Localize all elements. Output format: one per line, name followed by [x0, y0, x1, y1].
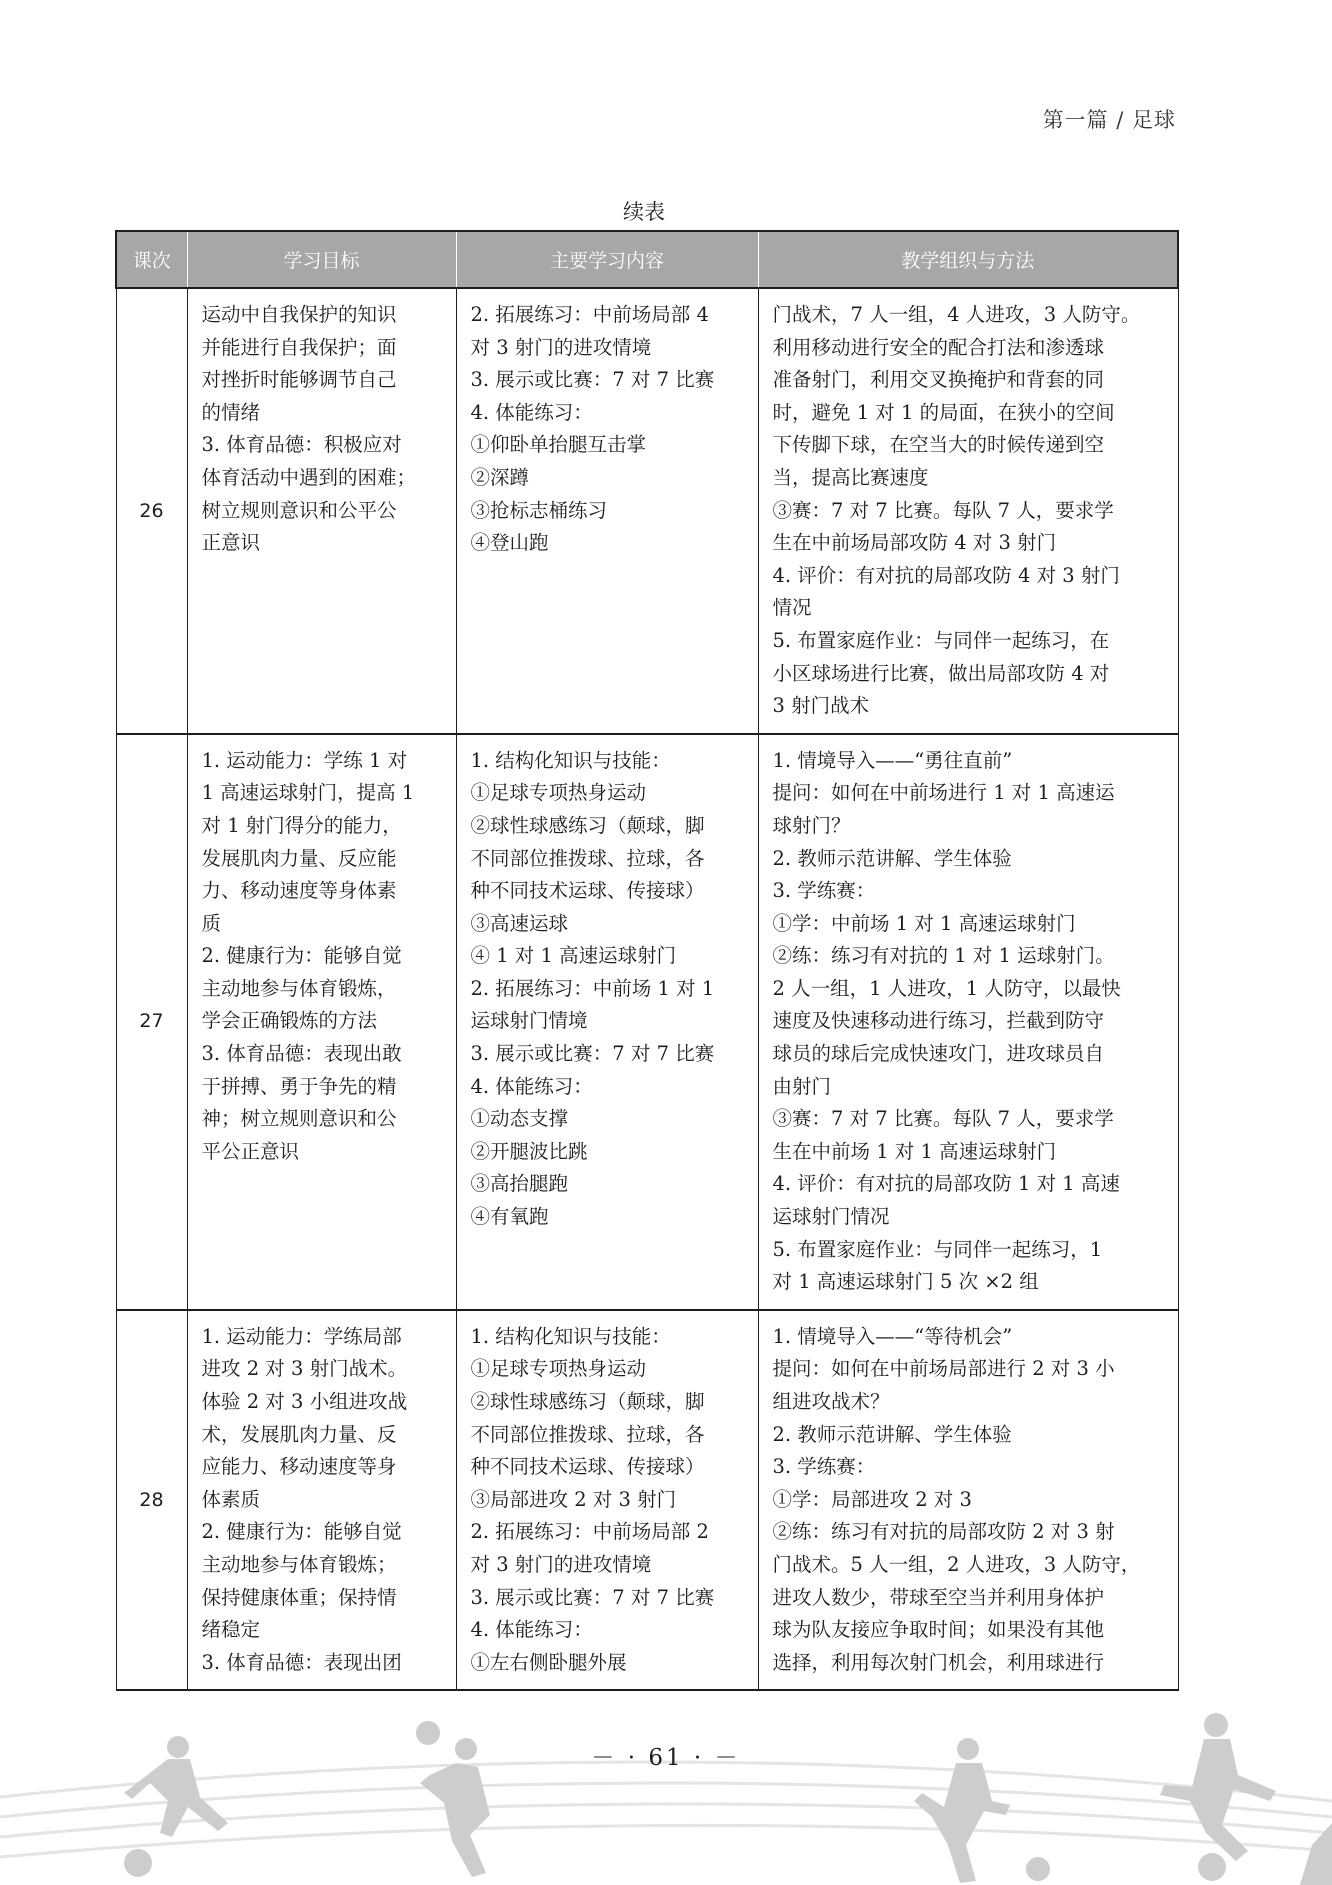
methods-line: 速度及快速移动进行练习，拦截到防守: [772, 1009, 1105, 1033]
goals-line: 于拼搏、勇于争先的精: [201, 1074, 397, 1098]
goals-line: 的情绪: [201, 400, 261, 424]
goals-line: 保持健康体重；保持情: [201, 1585, 397, 1609]
table-header-row: [116, 231, 1178, 288]
content-cell: [456, 734, 758, 1310]
content-line: 对 3 射门的进攻情境: [470, 1552, 652, 1576]
content-line: 1. 结构化知识与技能：: [470, 1324, 671, 1348]
content-line: 种不同技术运球、传接球）: [470, 879, 705, 903]
methods-line: 时，避免 1 对 1 的局面，在狭小的空间: [772, 400, 1115, 424]
content-line: 3. 展示或比赛：7 对 7 比赛: [470, 1585, 715, 1609]
methods-line: 对 1 高速运球射门 5 次 ×2 组: [772, 1270, 1039, 1294]
running-header: 第一篇 / 足球: [1042, 108, 1176, 132]
content-line: 不同部位推拨球、拉球，各: [470, 1422, 705, 1446]
content-line: ④登山跑: [470, 531, 549, 555]
column-header-content: 主要学习内容: [456, 231, 758, 288]
goals-line: 平公正意识: [201, 1139, 300, 1163]
content-line: 3. 展示或比赛：7 对 7 比赛: [470, 1042, 715, 1066]
goals-line: 树立规则意识和公平公: [201, 498, 397, 522]
methods-line: 1. 情境导入——“勇往直前”: [772, 748, 1013, 772]
content-line: ②深蹲: [470, 465, 530, 489]
goals-line: 应能力、移动速度等身: [201, 1455, 397, 1479]
goals-line: 运动中自我保护的知识: [201, 303, 397, 326]
table-body: [116, 288, 1178, 1690]
methods-line: 3 射门战术: [772, 694, 870, 718]
content-line: ①足球专项热身运动: [470, 1357, 647, 1381]
content-line: 4. 体能练习：: [470, 1074, 593, 1098]
table-row: [116, 288, 1178, 734]
methods-line: 组进攻战术？: [772, 1390, 890, 1413]
goals-line: 主动地参与体育锻炼，: [201, 976, 397, 1000]
goals-line: 体素质: [201, 1487, 261, 1511]
methods-line: 5. 布置家庭作业：与同伴一起练习，1: [772, 1237, 1103, 1261]
content-line: ①左右侧卧腿外展: [470, 1650, 627, 1674]
content-cell: [456, 288, 758, 734]
goals-line: 1. 运动能力：学练局部: [201, 1324, 402, 1348]
methods-line: ②练：练习有对抗的 1 对 1 运球射门。: [772, 944, 1115, 968]
table-caption: 续表: [623, 200, 665, 224]
goals-line: 发展肌肉力量、反应能: [201, 846, 397, 870]
methods-line: 5. 布置家庭作业：与同伴一起练习，在: [772, 628, 1110, 652]
methods-line: 运球射门情况: [772, 1205, 890, 1229]
content-cell: [456, 1310, 758, 1691]
goals-line: 力、移动速度等身体素: [201, 879, 397, 903]
content-line: ③抢标志桶练习: [470, 498, 608, 522]
methods-line: 门战术。5 人一组，2 人进攻，3 人防守，: [772, 1552, 1141, 1576]
goals-line: 对 1 射门得分的能力，: [201, 813, 402, 837]
content-line: ③局部进攻 2 对 3 射门: [470, 1487, 677, 1511]
lesson-number-cell: 27: [116, 734, 187, 1310]
goals-line: 3. 体育品德：积极应对: [201, 433, 402, 457]
content-line: ①动态支撑: [470, 1107, 569, 1131]
methods-line: 1. 情境导入——“等待机会”: [772, 1324, 1013, 1348]
content-line: ④有氧跑: [470, 1205, 549, 1229]
table-row: [116, 734, 1178, 1310]
content-line: ②球性球感练习（颠球，脚: [470, 813, 705, 837]
content-line: 2. 拓展练习：中前场 1 对 1: [470, 976, 715, 1000]
content-line: ④ 1 对 1 高速运球射门: [470, 944, 677, 968]
lesson-number-cell: 26: [116, 288, 187, 734]
methods-line: 球射门？: [772, 813, 851, 837]
table-row: [116, 1310, 1178, 1691]
content-line: ①足球专项热身运动: [470, 781, 647, 805]
goals-line: 神；树立规则意识和公: [201, 1107, 397, 1131]
column-header-lesson: 课次: [116, 231, 187, 288]
content-line: 4. 体能练习：: [470, 400, 593, 424]
methods-line: 4. 评价：有对抗的局部攻防 4 对 3 射门: [772, 563, 1120, 587]
methods-line: ③赛：7 对 7 比赛。每队 7 人，要求学: [772, 1107, 1114, 1131]
goals-line: 体验 2 对 3 小组进攻战: [201, 1390, 408, 1413]
goals-line: 1. 运动能力：学练 1 对: [201, 748, 408, 772]
content-line: ③高速运球: [470, 911, 569, 935]
methods-cell: [758, 288, 1178, 734]
methods-line: ②练：练习有对抗的局部攻防 2 对 3 射: [772, 1520, 1115, 1544]
methods-line: 3. 学练赛：: [772, 1455, 876, 1479]
methods-line: 进攻人数少，带球至空当并利用身体护: [772, 1585, 1105, 1609]
methods-line: 选择，利用每次射门机会，利用球进行: [772, 1650, 1105, 1674]
page-number: － · 61 · －: [591, 1745, 741, 1771]
methods-line: 准备射门，利用交叉换掩护和背套的同: [772, 368, 1105, 392]
content-line: 运球射门情境: [470, 1009, 588, 1033]
methods-line: ①学：中前场 1 对 1 高速运球射门: [772, 911, 1076, 935]
content-line: ②开腿波比跳: [470, 1139, 588, 1163]
methods-line: 提问：如何在中前场局部进行 2 对 3 小: [772, 1357, 1115, 1381]
content-line: 3. 展示或比赛：7 对 7 比赛: [470, 368, 715, 392]
methods-line: 生在中前场 1 对 1 高速运球射门: [772, 1139, 1057, 1163]
goals-line: 质: [201, 911, 222, 935]
goals-line: 术，发展肌肉力量、反: [201, 1422, 397, 1446]
content-line: 2. 拓展练习：中前场局部 4: [470, 303, 709, 326]
methods-line: 2 人一组，1 人进攻，1 人防守，以最快: [772, 976, 1121, 1000]
methods-line: 情况: [772, 596, 812, 620]
goals-line: 3. 体育品德：表现出团: [201, 1650, 402, 1674]
footer-decoration: [0, 1705, 1332, 1885]
goals-line: 对挫折时能够调节自己: [201, 368, 397, 392]
methods-line: ③赛：7 对 7 比赛。每队 7 人，要求学: [772, 498, 1114, 522]
methods-line: ①学：局部进攻 2 对 3: [772, 1487, 972, 1511]
column-header-methods: 教学组织与方法: [758, 231, 1178, 288]
methods-line: 生在中前场局部攻防 4 对 3 射门: [772, 531, 1057, 555]
content-line: ③高抬腿跑: [470, 1172, 569, 1196]
column-header-goals: 学习目标: [187, 231, 456, 288]
goals-line: 2. 健康行为：能够自觉: [201, 944, 402, 968]
goals-line: 体育活动中遇到的困难；: [201, 465, 417, 489]
goals-cell: [187, 1310, 456, 1691]
methods-line: 利用移动进行安全的配合打法和渗透球: [772, 335, 1105, 359]
methods-line: 3. 学练赛：: [772, 879, 876, 903]
goals-line: 并能进行自我保护；面: [201, 335, 397, 359]
goals-line: 学会正确锻炼的方法: [201, 1009, 378, 1033]
goals-line: 1 高速运球射门，提高 1: [201, 781, 415, 805]
methods-line: 球员的球后完成快速攻门，进攻球员自: [772, 1042, 1105, 1066]
methods-line: 提问：如何在中前场进行 1 对 1 高速运: [772, 781, 1115, 805]
methods-line: 4. 评价：有对抗的局部攻防 1 对 1 高速: [772, 1172, 1120, 1196]
content-line: 对 3 射门的进攻情境: [470, 335, 652, 359]
goals-line: 绪稳定: [201, 1618, 261, 1642]
methods-line: 2. 教师示范讲解、学生体验: [772, 1422, 1012, 1446]
goals-line: 3. 体育品德：表现出敢: [201, 1042, 402, 1066]
lesson-number-cell: 28: [116, 1310, 187, 1691]
content-line: ①仰卧单抬腿互击掌: [470, 433, 647, 457]
lesson-plan-table: [115, 230, 1179, 1691]
content-line: 2. 拓展练习：中前场局部 2: [470, 1520, 709, 1544]
content-line: 不同部位推拨球、拉球，各: [470, 846, 705, 870]
methods-line: 门战术，7 人一组，4 人进攻，3 人防守。: [772, 303, 1141, 326]
goals-line: 主动地参与体育锻炼；: [201, 1552, 397, 1576]
methods-line: 2. 教师示范讲解、学生体验: [772, 846, 1012, 870]
methods-line: 球为队友接应争取时间；如果没有其他: [772, 1618, 1105, 1642]
content-line: 1. 结构化知识与技能：: [470, 748, 671, 772]
methods-line: 小区球场进行比赛，做出局部攻防 4 对: [772, 661, 1110, 685]
content-line: 种不同技术运球、传接球）: [470, 1455, 705, 1479]
goals-line: 进攻 2 对 3 射门战术。: [201, 1357, 408, 1381]
methods-line: 由射门: [772, 1074, 832, 1098]
methods-line: 当，提高比赛速度: [772, 465, 929, 489]
content-line: 4. 体能练习：: [470, 1618, 593, 1642]
goals-cell: [187, 734, 456, 1310]
content-line: ②球性球感练习（颠球，脚: [470, 1390, 705, 1413]
goals-line: 2. 健康行为：能够自觉: [201, 1520, 402, 1544]
methods-cell: [758, 734, 1178, 1310]
methods-cell: [758, 1310, 1178, 1691]
methods-line: 下传脚下球，在空当大的时候传递到空: [772, 433, 1105, 457]
goals-line: 正意识: [201, 531, 261, 555]
goals-cell: [187, 288, 456, 734]
